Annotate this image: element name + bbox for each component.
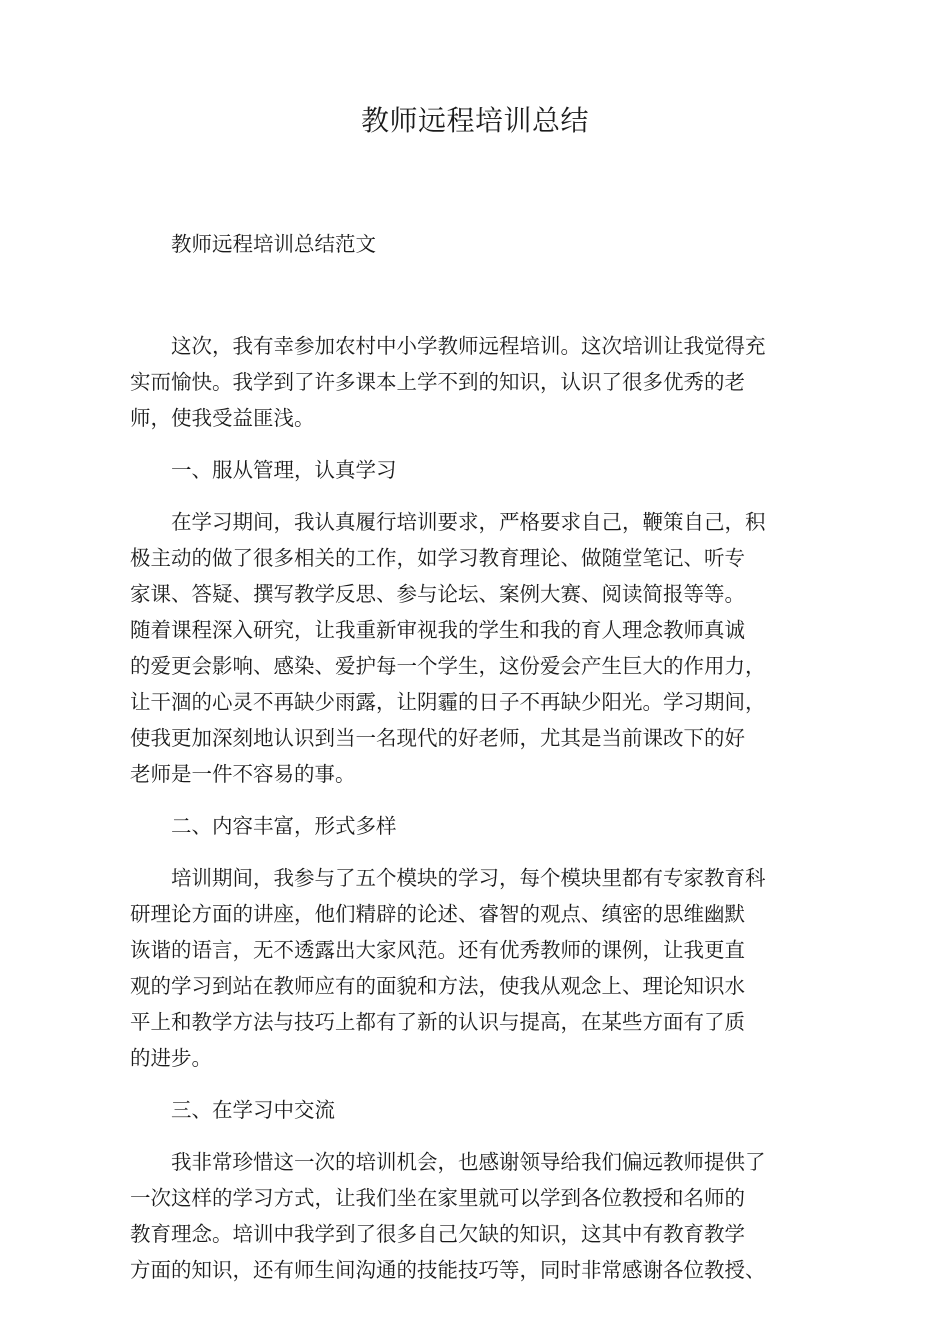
paragraph-line: 培训期间，我参与了五个模块的学习，每个模块里都有专家教育科 — [171, 866, 766, 890]
section-heading-2: 二、内容丰富，形式多样 — [171, 814, 397, 838]
paragraph-line: 家课、答疑、撰写教学反思、参与论坛、案例大赛、阅读简报等等。 — [130, 582, 745, 606]
paragraph-line: 使我更加深刻地认识到当一名现代的好老师，尤其是当前课改下的好 — [130, 726, 745, 750]
paragraph-line: 一次这样的学习方式，让我们坐在家里就可以学到各位教授和名师的 — [130, 1186, 745, 1210]
section-paragraph-3 — [130, 1144, 820, 1288]
paragraph-line: 随着课程深入研究，让我重新审视我的学生和我的育人理念教师真诚 — [130, 618, 745, 642]
paragraph-line: 教育理念。培训中我学到了很多自己欠缺的知识，这其中有教育教学 — [130, 1222, 745, 1246]
paragraph-line: 老师是一件不容易的事。 — [130, 762, 356, 786]
paragraph-line: 观的学习到站在教师应有的面貌和方法，使我从观念上、理论知识水 — [130, 974, 745, 998]
intro-paragraph — [130, 328, 820, 436]
paragraph-line: 师，使我受益匪浅。 — [130, 406, 315, 430]
paragraph-line: 的进步。 — [130, 1046, 212, 1070]
paragraph-line: 平上和教学方法与技巧上都有了新的认识与提高，在某些方面有了质 — [130, 1010, 745, 1034]
document-title: 教师远程培训总结 — [360, 104, 589, 137]
paragraph-line: 这次，我有幸参加农村中小学教师远程培训。这次培训让我觉得充 — [171, 334, 766, 358]
document-body — [130, 226, 820, 1304]
section-paragraph-1 — [130, 504, 820, 792]
paragraph-line: 研理论方面的讲座，他们精辟的论述、睿智的观点、缜密的思维幽默 — [130, 902, 745, 926]
paragraph-line: 诙谐的语言，无不透露出大家风范。还有优秀教师的课例，让我更直 — [130, 938, 745, 962]
paragraph-line: 在学习期间，我认真履行培训要求，严格要求自己，鞭策自己，积 — [171, 510, 766, 534]
paragraph-line: 让干涸的心灵不再缺少雨露，让阴霾的日子不再缺少阳光。学习期间， — [130, 690, 766, 714]
section-paragraph-2 — [130, 860, 820, 1076]
paragraph-line: 实而愉快。我学到了许多课本上学不到的知识，认识了很多优秀的老 — [130, 370, 745, 394]
paragraph-line: 方面的知识，还有师生间沟通的技能技巧等，同时非常感谢各位教授、 — [130, 1258, 766, 1282]
paragraph-line: 我非常珍惜这一次的培训机会，也感谢领导给我们偏远教师提供了 — [171, 1150, 766, 1174]
document-subtitle: 教师远程培训总结范文 — [171, 232, 376, 256]
section-heading-1: 一、服从管理，认真学习 — [171, 458, 397, 482]
paragraph-line: 极主动的做了很多相关的工作，如学习教育理论、做随堂笔记、听专 — [130, 546, 745, 570]
paragraph-line: 的爱更会影响、感染、爱护每一个学生，这份爱会产生巨大的作用力， — [130, 654, 766, 678]
section-heading-3: 三、在学习中交流 — [171, 1098, 335, 1122]
